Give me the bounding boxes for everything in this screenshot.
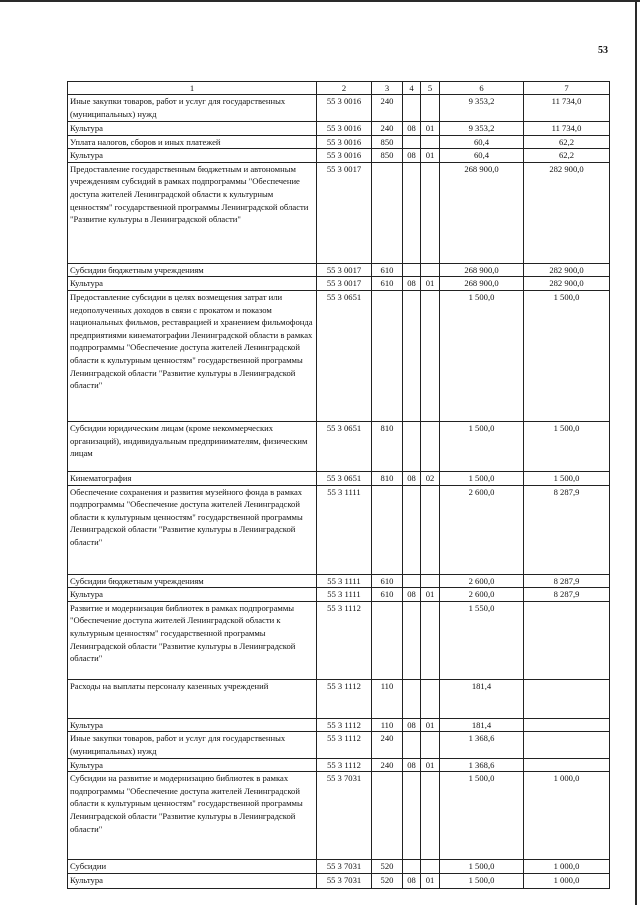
row-name: Культура	[68, 149, 317, 163]
row-section	[403, 601, 421, 679]
row-amount-year2: 1 500,0	[524, 421, 610, 471]
row-section	[403, 772, 421, 860]
row-expense-type: 240	[372, 122, 403, 136]
row-amount-year1: 2 600,0	[440, 588, 524, 602]
table-row	[68, 122, 610, 136]
row-name: Субсидии на развитие и модернизацию библиотек в рамках подпрограммы "Обеспечение доступа жителей Ленинградской области к культурным ценностям" государственной программы Ленинградской области "Развитие культуры в Ленинградской области"	[68, 772, 317, 860]
row-amount-year2: 1 000,0	[524, 772, 610, 860]
row-section: 08	[403, 149, 421, 163]
row-amount-year1: 1 500,0	[440, 860, 524, 874]
row-name: Предоставление государственным бюджетным и автономным учреждениям субсидий в рамках подпрограммы "Обеспечение доступа жителей Ленинградской области к культурным ценностям" государственной программы Ленинградской области "Развитие культуры в Ленинградской области"	[68, 162, 317, 263]
row-section	[403, 263, 421, 277]
row-expense-type: 240	[372, 95, 403, 122]
table-row	[68, 732, 610, 758]
row-expense-type: 610	[372, 263, 403, 277]
row-target-code: 55 3 0017	[317, 277, 372, 291]
table-row	[68, 588, 610, 602]
row-amount-year1: 60,4	[440, 149, 524, 163]
row-target-code: 55 3 0651	[317, 471, 372, 485]
row-subsection: 01	[421, 277, 440, 291]
row-name: Культура	[68, 122, 317, 136]
row-amount-year2	[524, 758, 610, 772]
row-target-code: 55 3 0016	[317, 122, 372, 136]
row-amount-year1: 1 500,0	[440, 471, 524, 485]
header-cell-3: 3	[372, 82, 403, 95]
row-target-code: 55 3 0016	[317, 149, 372, 163]
row-section	[403, 290, 421, 421]
row-amount-year2: 1 500,0	[524, 471, 610, 485]
row-amount-year1: 2 600,0	[440, 485, 524, 574]
top-border-line	[0, 0, 640, 2]
row-name: Предоставление субсидии в целях возмещения затрат или недополученных доходов в связи с прокатом и показом национальных фильмов, реставрацией и хранением фильмофонда предприятиями кинематографии Ленинградской области в рамках подпрограммы "Обеспечение доступа жителей Ленинградской области к культурным ценностям" государственной программы Ленинградской области "Развитие культуры в Ленинградской области"	[68, 290, 317, 421]
row-amount-year2: 1 500,0	[524, 290, 610, 421]
row-amount-year2	[524, 732, 610, 758]
header-cell-7: 7	[524, 82, 610, 95]
row-expense-type: 610	[372, 574, 403, 588]
table-row	[68, 263, 610, 277]
table-row	[68, 290, 610, 421]
row-expense-type: 850	[372, 135, 403, 149]
row-section: 08	[403, 873, 421, 888]
row-name: Субсидии бюджетным учреждениям	[68, 574, 317, 588]
row-section	[403, 860, 421, 874]
row-name: Обеспечение сохранения и развития музейного фонда в рамках подпрограммы "Обеспечение доступа жителей Ленинградской области к культурным ценностям" государственной программы Ленинградской области "Развитие культуры в Ленинградской области"	[68, 485, 317, 574]
row-expense-type: 240	[372, 732, 403, 758]
row-subsection	[421, 679, 440, 718]
header-cell-4: 4	[403, 82, 421, 95]
row-subsection: 01	[421, 122, 440, 136]
row-target-code: 55 3 1112	[317, 601, 372, 679]
row-amount-year1: 268 900,0	[440, 263, 524, 277]
row-section	[403, 135, 421, 149]
row-amount-year1: 2 600,0	[440, 574, 524, 588]
row-subsection: 01	[421, 758, 440, 772]
row-expense-type	[372, 601, 403, 679]
row-expense-type	[372, 485, 403, 574]
row-name: Культура	[68, 588, 317, 602]
row-amount-year2: 11 734,0	[524, 95, 610, 122]
table-row	[68, 485, 610, 574]
row-section	[403, 95, 421, 122]
row-amount-year2: 282 900,0	[524, 263, 610, 277]
table-row	[68, 471, 610, 485]
row-subsection	[421, 95, 440, 122]
row-subsection	[421, 421, 440, 471]
row-expense-type: 110	[372, 718, 403, 732]
row-subsection	[421, 860, 440, 874]
row-target-code: 55 3 7031	[317, 772, 372, 860]
row-expense-type: 110	[372, 679, 403, 718]
row-amount-year1: 1 500,0	[440, 873, 524, 888]
row-amount-year1: 1 550,0	[440, 601, 524, 679]
row-amount-year2: 282 900,0	[524, 277, 610, 291]
page-number: 53	[598, 45, 608, 56]
row-subsection	[421, 135, 440, 149]
row-subsection	[421, 601, 440, 679]
row-expense-type	[372, 162, 403, 263]
row-amount-year2	[524, 601, 610, 679]
row-amount-year2: 8 287,9	[524, 485, 610, 574]
table-row	[68, 421, 610, 471]
row-name: Культура	[68, 873, 317, 888]
row-subsection	[421, 162, 440, 263]
row-section: 08	[403, 277, 421, 291]
row-name: Уплата налогов, сборов и иных платежей	[68, 135, 317, 149]
row-amount-year2: 282 900,0	[524, 162, 610, 263]
row-target-code: 55 3 0016	[317, 135, 372, 149]
table-row	[68, 758, 610, 772]
row-amount-year2: 62,2	[524, 149, 610, 163]
right-border-line	[635, 0, 637, 905]
table-row	[68, 860, 610, 874]
row-amount-year2: 62,2	[524, 135, 610, 149]
row-amount-year1: 1 500,0	[440, 290, 524, 421]
row-target-code: 55 3 1111	[317, 485, 372, 574]
row-expense-type: 520	[372, 860, 403, 874]
row-target-code: 55 3 0017	[317, 263, 372, 277]
row-name: Культура	[68, 718, 317, 732]
table-row	[68, 162, 610, 263]
row-section: 08	[403, 758, 421, 772]
table-row	[68, 95, 610, 122]
row-subsection: 02	[421, 471, 440, 485]
table-row	[68, 574, 610, 588]
table-row	[68, 135, 610, 149]
row-expense-type: 610	[372, 277, 403, 291]
row-section	[403, 485, 421, 574]
row-name: Субсидии бюджетным учреждениям	[68, 263, 317, 277]
row-amount-year2: 8 287,9	[524, 588, 610, 602]
row-name: Культура	[68, 758, 317, 772]
row-section: 08	[403, 588, 421, 602]
row-target-code: 55 3 1112	[317, 679, 372, 718]
row-section	[403, 679, 421, 718]
row-target-code: 55 3 0016	[317, 95, 372, 122]
row-subsection: 01	[421, 873, 440, 888]
row-target-code: 55 3 1111	[317, 574, 372, 588]
row-subsection	[421, 485, 440, 574]
table-row	[68, 772, 610, 860]
row-section: 08	[403, 471, 421, 485]
row-expense-type: 240	[372, 758, 403, 772]
header-cell-6: 6	[440, 82, 524, 95]
table-body	[68, 82, 610, 889]
row-name: Иные закупки товаров, работ и услуг для государственных (муниципальных) нужд	[68, 732, 317, 758]
row-target-code: 55 3 1112	[317, 718, 372, 732]
row-subsection: 01	[421, 588, 440, 602]
row-expense-type: 810	[372, 471, 403, 485]
table-row	[68, 718, 610, 732]
row-name: Субсидии	[68, 860, 317, 874]
row-amount-year1: 1 500,0	[440, 772, 524, 860]
row-expense-type	[372, 290, 403, 421]
row-target-code: 55 3 7031	[317, 873, 372, 888]
row-target-code: 55 3 1112	[317, 758, 372, 772]
header-cell-5: 5	[421, 82, 440, 95]
row-section	[403, 421, 421, 471]
row-amount-year1: 268 900,0	[440, 277, 524, 291]
row-subsection	[421, 263, 440, 277]
row-expense-type: 520	[372, 873, 403, 888]
table-row	[68, 149, 610, 163]
header-cell-1: 1	[68, 82, 317, 95]
row-subsection	[421, 772, 440, 860]
table-row	[68, 601, 610, 679]
row-subsection	[421, 732, 440, 758]
row-amount-year1: 1 368,6	[440, 732, 524, 758]
row-target-code: 55 3 0017	[317, 162, 372, 263]
row-name: Субсидии юридическим лицам (кроме некоммерческих организаций), индивидуальным предпринимателям, физическим лицам	[68, 421, 317, 471]
row-amount-year2: 8 287,9	[524, 574, 610, 588]
row-target-code: 55 3 0651	[317, 290, 372, 421]
row-section	[403, 732, 421, 758]
row-expense-type: 850	[372, 149, 403, 163]
row-target-code: 55 3 1112	[317, 732, 372, 758]
row-expense-type: 610	[372, 588, 403, 602]
row-subsection: 01	[421, 718, 440, 732]
row-name: Расходы на выплаты персоналу казенных учреждений	[68, 679, 317, 718]
table-row	[68, 277, 610, 291]
row-section: 08	[403, 122, 421, 136]
table-row	[68, 679, 610, 718]
row-target-code: 55 3 7031	[317, 860, 372, 874]
row-amount-year2	[524, 679, 610, 718]
row-section: 08	[403, 718, 421, 732]
row-amount-year1: 181,4	[440, 718, 524, 732]
row-section	[403, 574, 421, 588]
row-name: Развитие и модернизация библиотек в рамках подпрограммы "Обеспечение доступа жителей Ленинградской области к культурным ценностям" государственной программы Ленинградской области "Развитие культуры в Ленинградской области"	[68, 601, 317, 679]
row-expense-type: 810	[372, 421, 403, 471]
row-name: Иные закупки товаров, работ и услуг для государственных (муниципальных) нужд	[68, 95, 317, 122]
row-amount-year1: 9 353,2	[440, 95, 524, 122]
row-name: Культура	[68, 277, 317, 291]
header-cell-2: 2	[317, 82, 372, 95]
row-expense-type	[372, 772, 403, 860]
row-target-code: 55 3 0651	[317, 421, 372, 471]
row-amount-year1: 9 353,2	[440, 122, 524, 136]
row-subsection	[421, 574, 440, 588]
row-amount-year1: 1 500,0	[440, 421, 524, 471]
row-amount-year1: 268 900,0	[440, 162, 524, 263]
row-target-code: 55 3 1111	[317, 588, 372, 602]
table-row	[68, 873, 610, 888]
row-subsection	[421, 290, 440, 421]
row-amount-year1: 1 368,6	[440, 758, 524, 772]
row-amount-year2: 1 000,0	[524, 873, 610, 888]
row-amount-year1: 60,4	[440, 135, 524, 149]
row-amount-year1: 181,4	[440, 679, 524, 718]
table-header-row	[68, 82, 610, 95]
row-subsection: 01	[421, 149, 440, 163]
row-amount-year2	[524, 718, 610, 732]
budget-table	[67, 81, 610, 889]
row-amount-year2: 11 734,0	[524, 122, 610, 136]
row-amount-year2: 1 000,0	[524, 860, 610, 874]
row-section	[403, 162, 421, 263]
row-name: Кинематография	[68, 471, 317, 485]
